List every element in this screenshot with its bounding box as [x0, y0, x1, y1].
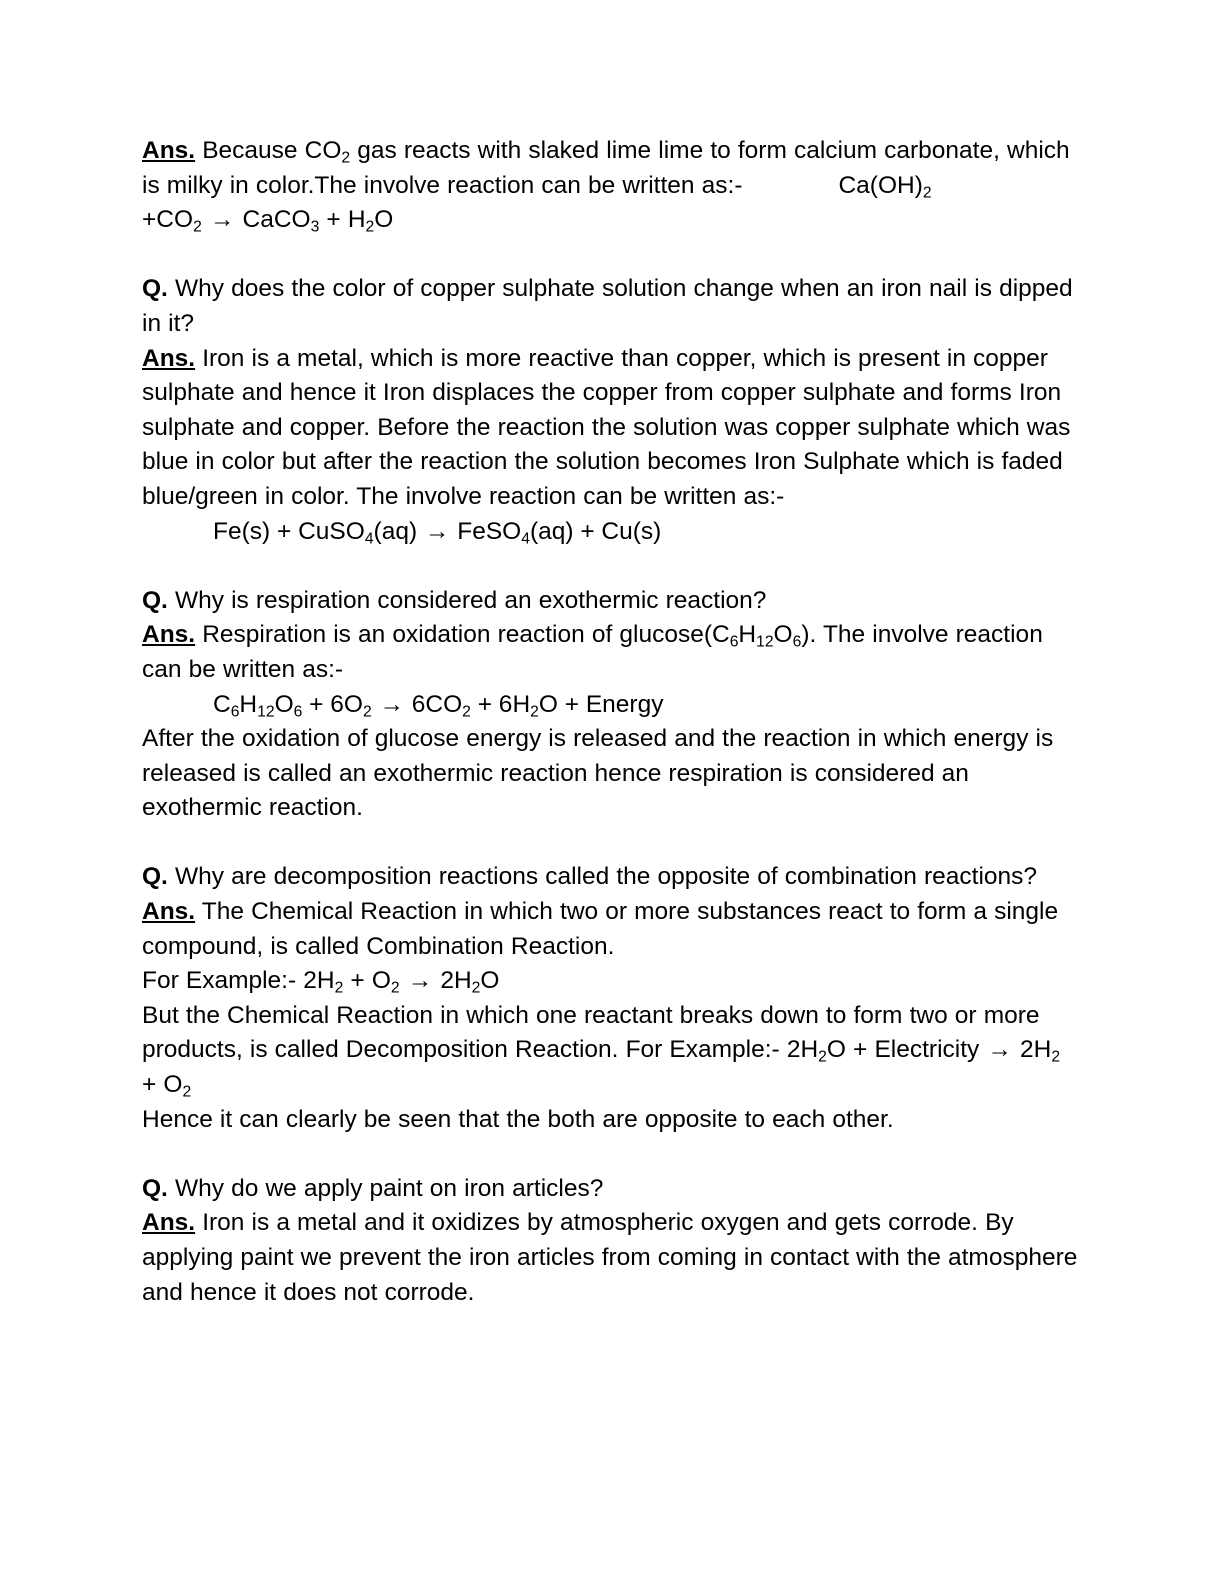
answer-label: Ans.: [142, 344, 196, 372]
question-label: Q.: [142, 1174, 168, 1202]
block-spacer: [142, 238, 1080, 273]
question-block-decomposition: [142, 860, 1080, 895]
answer-text-decomposition-part2: But the Chemical Reaction in which one reactant breaks down to form two or more products, is called Decomposition Reaction. For Example:- $2H_2O$ + Electricity → $2H_2 + O_2$: [142, 1001, 1061, 1101]
answer-label: Ans.: [142, 137, 196, 164]
question-block-copper-sulphate: [142, 272, 1080, 341]
question-text-respiration: Why is respiration considered an exothermic reaction?: [167, 586, 767, 614]
document-content: [142, 134, 1080, 1310]
block-spacer: [142, 549, 1080, 584]
answer-text-copper-sulphate: Iron is a metal, which is more reactive than copper, which is present in copper sulphate and hence it Iron displaces the copper from copper sulphate and forms Iron sulphate and copper. Before the reaction the solution was copper sulphate which was blue in color but after the reaction the solution becomes Iron Sulphate which is faded blue/green in color. The involve reaction can be written as:-: [142, 344, 1071, 510]
answer-block-decomposition-part1: [142, 895, 1080, 964]
block-spacer: [142, 1137, 1080, 1172]
answer-block-slaked-lime: [142, 134, 1080, 203]
question-text-decomposition: Why are decomposition reactions called the opposite of combination reactions?: [167, 863, 1038, 891]
answer-text-slaked-lime-line1: Because $CO_2$ gas reacts with slaked lime lime to form calcium carbonate, which is milky in color.The involve reaction can be written as:-: [142, 137, 1070, 199]
question-text-copper-sulphate: Why does the color of copper sulphate solution change when an iron nail is dipped in it?: [142, 275, 1073, 337]
example-combination-reaction: For Example:- $2H_2 + O_2 \to 2H_2O$: [142, 967, 500, 997]
answer-closing-respiration: After the oxidation of glucose energy is released and the reaction in which energy is released is called an exothermic reaction hence respiration is considered an exothermic reaction.: [142, 725, 1054, 822]
question-block-paint: [142, 1172, 1080, 1207]
answer-closing-decomposition: Hence it can clearly be seen that the both are opposite to each other.: [142, 1105, 894, 1133]
answer-block-copper-sulphate: [142, 342, 1080, 515]
answer-text-decomposition-part1: The Chemical Reaction in which two or more substances react to form a single compound, is called Combination Reaction.: [142, 898, 1059, 960]
equation-lime-carbonate: $+CO_2$ → CaCO$_3$ + $H_2O$: [142, 206, 394, 236]
question-label: Q.: [142, 863, 168, 891]
question-block-respiration: [142, 584, 1080, 619]
answer-label: Ans.: [142, 1209, 196, 1237]
answer-text-respiration: Respiration is an oxidation reaction of $glucose(C_6H_{12}O_6)$. The involve reaction can be written as:-: [142, 621, 1043, 683]
answer-label: Ans.: [142, 898, 196, 926]
equation-iron-copper-sulphate: Fe(s) + CuSO$_4$(aq) → FeSO$_4$(aq) + Cu(s): [213, 517, 662, 547]
answer-text-paint: Iron is a metal and it oxidizes by atmospheric oxygen and gets corrode. By applying paint we prevent the iron articles from coming in contact with the atmosphere and hence it does not corrode.: [142, 1209, 1078, 1306]
question-text-paint: Why do we apply paint on iron articles?: [167, 1174, 604, 1202]
equation-respiration: $C_6H_{12}O_6 + 6O_2 \to 6CO_2 + 6H_2O$ + Energy: [213, 690, 664, 720]
formula-calcium-hydroxide: $Ca(OH)_2$: [838, 171, 932, 201]
answer-label: Ans.: [142, 621, 196, 649]
question-label: Q.: [142, 275, 168, 303]
answer-block-respiration: [142, 618, 1080, 687]
block-spacer: [142, 826, 1080, 861]
question-label: Q.: [142, 586, 168, 614]
answer-block-paint: [142, 1206, 1080, 1310]
